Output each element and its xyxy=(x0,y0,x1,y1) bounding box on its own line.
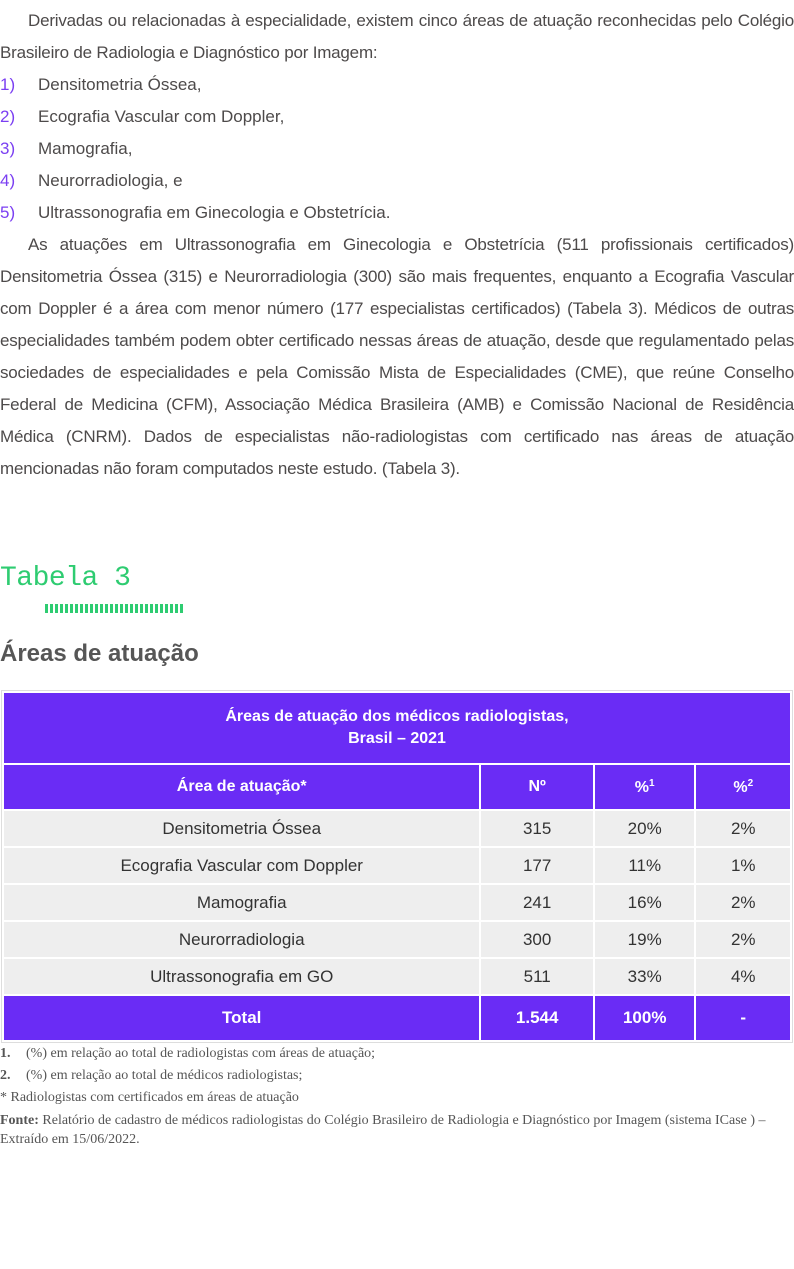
cell-area: Ecografia Vascular com Doppler xyxy=(4,848,479,883)
footnote-source xyxy=(0,1111,794,1149)
cell-pct1: 11% xyxy=(595,848,695,883)
total-count: 1.544 xyxy=(481,996,592,1040)
list-item xyxy=(0,133,794,165)
table-row xyxy=(4,885,790,920)
list-number: 3) xyxy=(0,139,16,158)
cell-count: 241 xyxy=(481,885,592,920)
table-total-row xyxy=(4,996,790,1040)
footnote-1-text: (%) em relação ao total de radiologistas com áreas de atuação; xyxy=(26,1046,376,1061)
body-paragraph: As atuações em Ultrassonografia em Ginecologia e Obstetrícia (511 profissionais certificados) Densitometria Óssea (315) e Neurorradiologia (300) são mais frequentes, enquanto a Ecografia Vascular com Doppler é a área com menor número (177 especialistas certificados) (Tabela 3). Médicos de outras especialidades também podem obter certificado nessas áreas de atuação, desde que regulamentado pelas sociedades de especialidades e pela Comissão Mista de Especialidades (CME), que reúne Conselho Federal de Medicina (CFM), Associação Médica Brasileira (AMB) e Comissão Nacional de Residência Médica (CNRM). Dados de especialistas não-radiologistas com certificado nas áreas de atuação mencionadas não foram computados neste estudo. (Tabela 3). xyxy=(0,235,794,478)
header-pct2-superscript: 2 xyxy=(747,777,754,789)
cell-count: 177 xyxy=(481,848,592,883)
footnote-1-number: 1. xyxy=(0,1046,11,1061)
cell-count: 315 xyxy=(481,811,592,846)
header-pct1 xyxy=(595,765,695,809)
cell-count: 511 xyxy=(481,959,592,994)
cell-count: 300 xyxy=(481,922,592,957)
areas-list xyxy=(0,69,794,229)
header-pct1-superscript: 1 xyxy=(649,777,655,789)
table-caption-line1: Áreas de atuação dos médicos radiologistas, xyxy=(225,708,569,725)
header-pct2 xyxy=(696,765,790,809)
table-label: Tabela 3 xyxy=(0,563,131,594)
table-caption-row xyxy=(4,693,790,763)
source-label: Fonte: xyxy=(0,1113,39,1128)
table-subtitle: Áreas de atuação xyxy=(0,640,199,667)
cell-pct2: 1% xyxy=(696,848,790,883)
list-item xyxy=(0,101,794,133)
footnote-2-number: 2. xyxy=(0,1068,11,1083)
header-pct2-label: % xyxy=(733,778,748,796)
cell-pct1: 19% xyxy=(595,922,695,957)
list-item-label: Neurorradiologia, e xyxy=(38,171,183,190)
list-item xyxy=(0,197,794,229)
footnote-1 xyxy=(0,1043,794,1065)
table-row xyxy=(4,811,790,846)
cell-pct2: 2% xyxy=(696,885,790,920)
list-item-label: Ecografia Vascular com Doppler, xyxy=(38,107,285,126)
cell-pct1: 16% xyxy=(595,885,695,920)
table-caption-line2: Brasil – 2021 xyxy=(348,730,446,747)
table-header-row xyxy=(4,765,790,809)
cell-pct2: 4% xyxy=(696,959,790,994)
list-item xyxy=(0,165,794,197)
header-area: Área de atuação* xyxy=(4,765,479,809)
header-pct1-label: % xyxy=(634,778,650,796)
source-text: Relatório de cadastro de médicos radiologistas do Colégio Brasileiro de Radiologia e Diagnóstico por Imagem (sistema ICase ) – Extraído em 15/06/2022. xyxy=(0,1113,766,1147)
header-count: Nº xyxy=(481,765,592,809)
cell-area: Neurorradiologia xyxy=(4,922,479,957)
total-pct2: - xyxy=(696,996,790,1040)
list-item-label: Ultrassonografia em Ginecologia e Obstetrícia. xyxy=(38,203,391,222)
table-footnotes xyxy=(0,1043,794,1149)
table-row xyxy=(4,922,790,957)
cell-pct2: 2% xyxy=(696,811,790,846)
list-number: 4) xyxy=(0,171,16,190)
list-item-label: Mamografia, xyxy=(38,139,133,158)
cell-area: Densitometria Óssea xyxy=(4,811,479,846)
list-number: 5) xyxy=(0,203,16,222)
areas-table xyxy=(1,690,793,1043)
list-item xyxy=(0,69,794,101)
footnote-2-text: (%) em relação ao total de médicos radiologistas; xyxy=(26,1068,303,1083)
table-caption xyxy=(4,693,790,763)
list-number: 2) xyxy=(0,107,16,126)
cell-area: Mamografia xyxy=(4,885,479,920)
list-item-label: Densitometria Óssea, xyxy=(38,75,202,94)
table-row xyxy=(4,959,790,994)
decorative-stripe-divider xyxy=(45,604,185,613)
cell-pct2: 2% xyxy=(696,922,790,957)
table-row xyxy=(4,848,790,883)
cell-pct1: 20% xyxy=(595,811,695,846)
total-label: Total xyxy=(4,996,479,1040)
intro-paragraph: Derivadas ou relacionadas à especialidade, existem cinco áreas de atuação reconhecidas pelo Colégio Brasileiro de Radiologia e Diagnóstico por Imagem: xyxy=(0,11,794,62)
cell-area: Ultrassonografia em GO xyxy=(4,959,479,994)
footnote-2 xyxy=(0,1065,794,1087)
total-pct1: 100% xyxy=(595,996,695,1040)
list-number: 1) xyxy=(0,75,16,94)
cell-pct1: 33% xyxy=(595,959,695,994)
footnote-star: * Radiologistas com certificados em áreas de atuação xyxy=(0,1090,299,1105)
